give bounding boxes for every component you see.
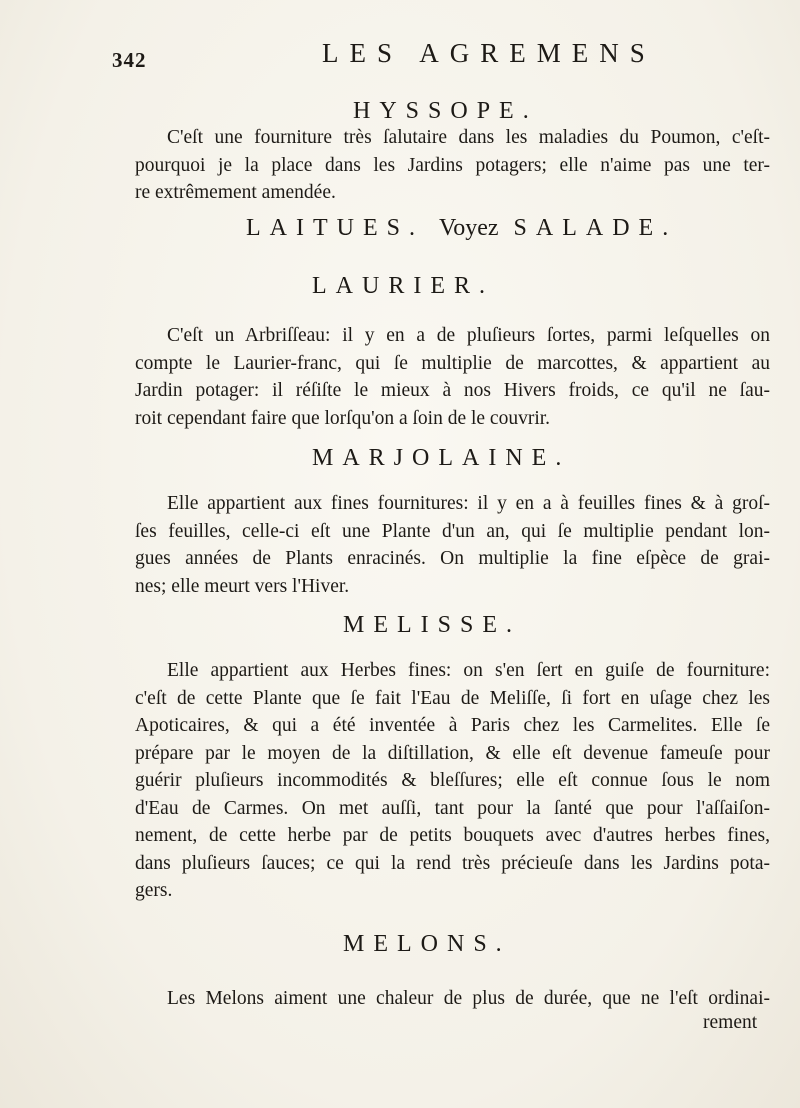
text-line: c'eſt de cette Plante que ſe fait l'Eau de Meliſſe, ſi fort en uſage chez les	[135, 687, 770, 709]
text-line: gues années de Plants enracinés. On multiplie la fine eſpèce de grai-	[135, 548, 770, 569]
text-line: prépare par le moyen de la diſtillation, & elle eſt devenue fameuſe pour	[135, 742, 770, 764]
text-line: gers.	[135, 880, 173, 901]
text-line: compte le Laurier-franc, qui ſe multiplie de marcottes, & appartient au	[135, 352, 770, 374]
section-heading-marjolaine: MARJOLAINE.	[312, 445, 571, 471]
text-line: nes; elle meurt vers l'Hiver.	[135, 575, 350, 597]
section-heading-laitues	[246, 215, 677, 242]
section-text-marjolaine	[135, 490, 770, 600]
text-line: Jardin potager: il réſiſte le mieux à nos Hivers froids, ce qu'il ne ſau-	[135, 380, 770, 401]
text-line: guérir pluſieurs incommodités & bleſſures; elle eſt connue ſous le nom	[135, 770, 770, 791]
text-line: ſes feuilles, celle-ci eſt une Plante d'un an, qui ſe multiplie pendant lon-	[135, 520, 770, 542]
page-number: 342	[112, 48, 147, 72]
section-heading-melisse: MELISSE.	[343, 612, 522, 638]
text-line: dans pluſieurs ſauces; ce qui la rend très précieuſe dans les Jardins pota-	[135, 852, 770, 874]
section-text-melisse	[135, 657, 770, 905]
text-line: pourquoi je la place dans les Jardins potagers; elle n'aime pas une ter-	[135, 154, 770, 176]
section-text-hyssope	[135, 124, 770, 207]
section-text-melons	[135, 985, 770, 1013]
text-line: C'eſt une fourniture très ſalutaire dans les maladies du Poumon, c'eſt-	[167, 127, 770, 148]
section-heading-melons: MELONS.	[343, 931, 511, 957]
section-heading-laurier: LAURIER.	[312, 273, 494, 299]
section-heading-hyssope: HYSSOPE.	[353, 98, 538, 124]
section-text-laurier	[135, 322, 770, 432]
heading-title: LAITUES.	[246, 215, 424, 241]
running-title: LES AGREMENS	[322, 38, 656, 68]
cross-reference-target: SALADE.	[513, 215, 678, 241]
text-line: Elle appartient aux Herbes fines: on s'en ſert en guiſe de fourniture:	[167, 660, 770, 681]
page-header	[0, 38, 800, 78]
catchword: rement	[703, 1012, 758, 1033]
text-line: d'Eau de Carmes. On met auſſi, tant pour la ſanté que pour l'aſſaiſon-	[135, 797, 770, 819]
cross-reference-label: Voyez	[438, 215, 499, 241]
text-line: Elle appartient aux fines fournitures: il y en a à feuilles fines & à groſ-	[167, 493, 770, 514]
text-line: Les Melons aiment une chaleur de plus de durée, que ne l'eſt ordinai-	[167, 988, 770, 1009]
text-line: C'eſt un Arbriſſeau: il y en a de pluſieurs ſortes, parmi leſquelles on	[167, 325, 770, 346]
text-line: re extrêmement amendée.	[135, 182, 336, 203]
text-line: nement, de cette herbe par de petits bouquets avec d'autres herbes fines,	[135, 825, 770, 846]
text-line: Apoticaires, & qui a été inventée à Paris chez les Carmelites. Elle ſe	[135, 715, 770, 736]
text-line: roit cependant faire que lorſqu'on a ſoin de le couvrir.	[135, 407, 551, 429]
